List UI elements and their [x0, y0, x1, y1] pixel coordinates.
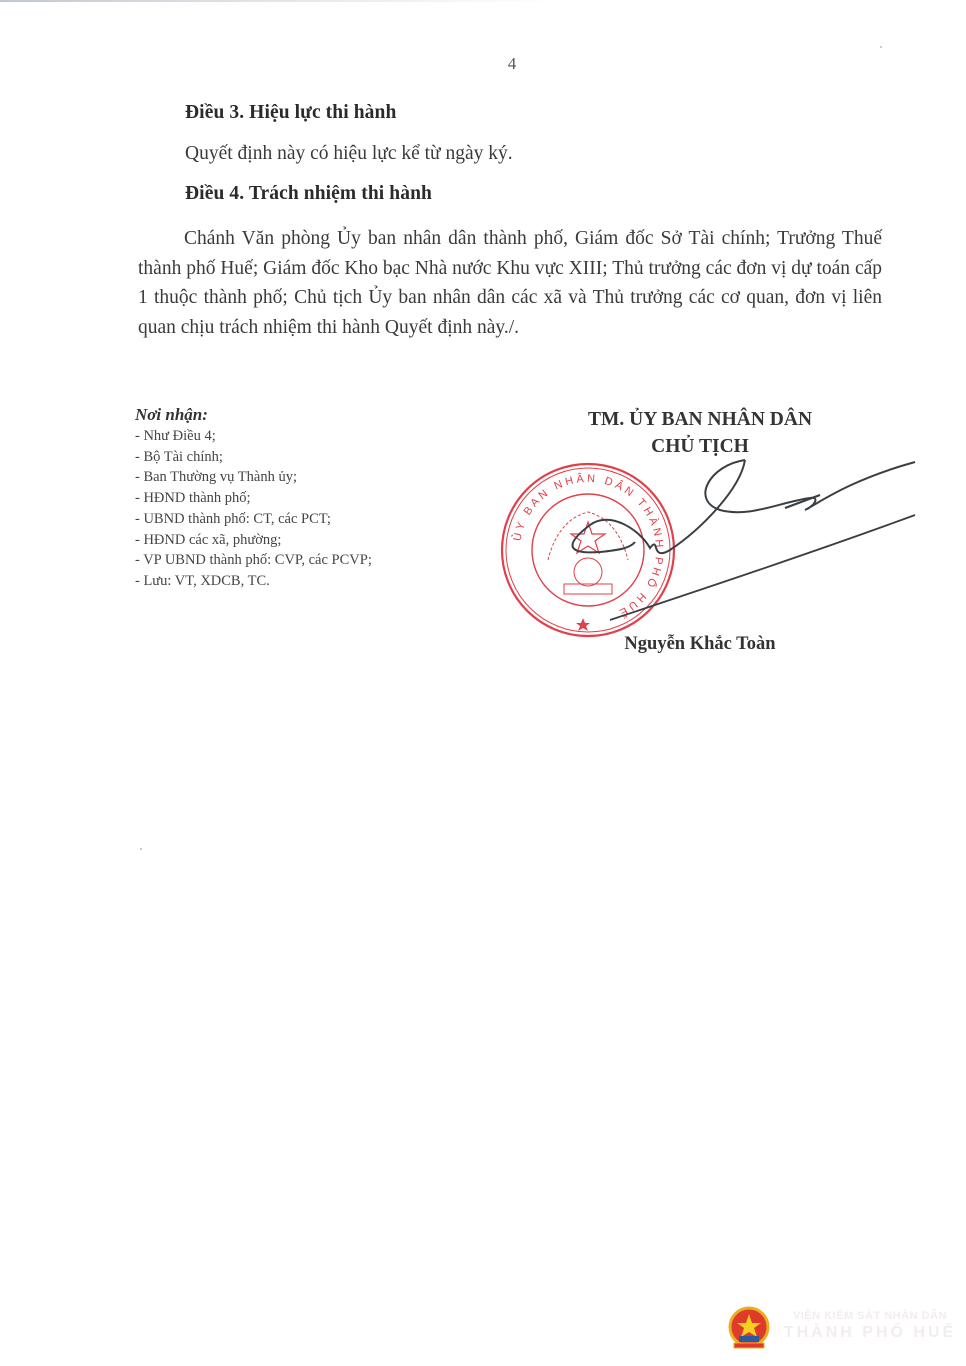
scan-speck — [880, 46, 882, 48]
recipient-item: - HĐND các xã, phường; — [135, 531, 282, 548]
recipient-item: - HĐND thành phố; — [135, 490, 251, 507]
recipient-item: - UBND thành phố: CT, các PCT; — [135, 510, 331, 527]
article-3-text: Quyết định này có hiệu lực kể từ ngày ký. — [185, 143, 513, 164]
svg-text:ỦY BAN NHÂN DÂN THÀNH PHỐ HUẾ: ỦY BAN NHÂN DÂN THÀNH PHỐ HUẾ — [511, 472, 666, 620]
signer-name: Nguyễn Khắc Toàn — [624, 634, 776, 654]
article-4-text: Chánh Văn phòng Ủy ban nhân dân thành phố, Giám đốc Sở Tài chính; Trưởng Thuế thành phố Huế; Giám đốc Kho bạc Nhà nước Khu vực XIII; Thủ trưởng các đơn vị dự toán cấp 1 thuộc thành phố; Chủ tịch Ủy ban nhân dân các xã và Thủ trưởng các cơ quan, đơn vị liên quan chịu trách nhiệm thi hành Quyết định này./. — [138, 228, 882, 338]
recipient-item: - Bộ Tài chính; — [135, 448, 223, 465]
article-4-body — [138, 224, 882, 342]
watermark-text — [780, 1310, 960, 1342]
recipient-item: - Ban Thường vụ Thành ủy; — [135, 469, 297, 486]
on-behalf-label: TM. ỦY BAN NHÂN DÂN — [587, 409, 813, 430]
recipient-item: - Lưu: VT, XDCB, TC. — [135, 572, 270, 589]
scan-edge — [0, 0, 560, 2]
handwritten-signature-icon — [520, 440, 930, 640]
article-3-heading: Điều 3. Hiệu lực thi hành — [185, 102, 397, 123]
position-label: CHỦ TỊCH — [651, 436, 749, 457]
watermark-line-1: VIỆN KIỂM SÁT NHÂN DÂN — [792, 1310, 947, 1322]
article-4-heading: Điều 4. Trách nhiệm thi hành — [185, 183, 432, 204]
recipient-item: - VP UBND thành phố: CVP, các PCVP; — [135, 552, 372, 569]
page-number: 4 — [507, 54, 517, 73]
recipients-block — [135, 405, 455, 592]
recipients-title: Nơi nhận: — [135, 405, 208, 424]
national-emblem-icon — [724, 1306, 774, 1352]
recipient-item: - Như Điều 4; — [135, 428, 216, 444]
scan-speck — [140, 848, 142, 850]
watermark-line-2: THÀNH PHỐ HUẾ — [783, 1324, 957, 1341]
